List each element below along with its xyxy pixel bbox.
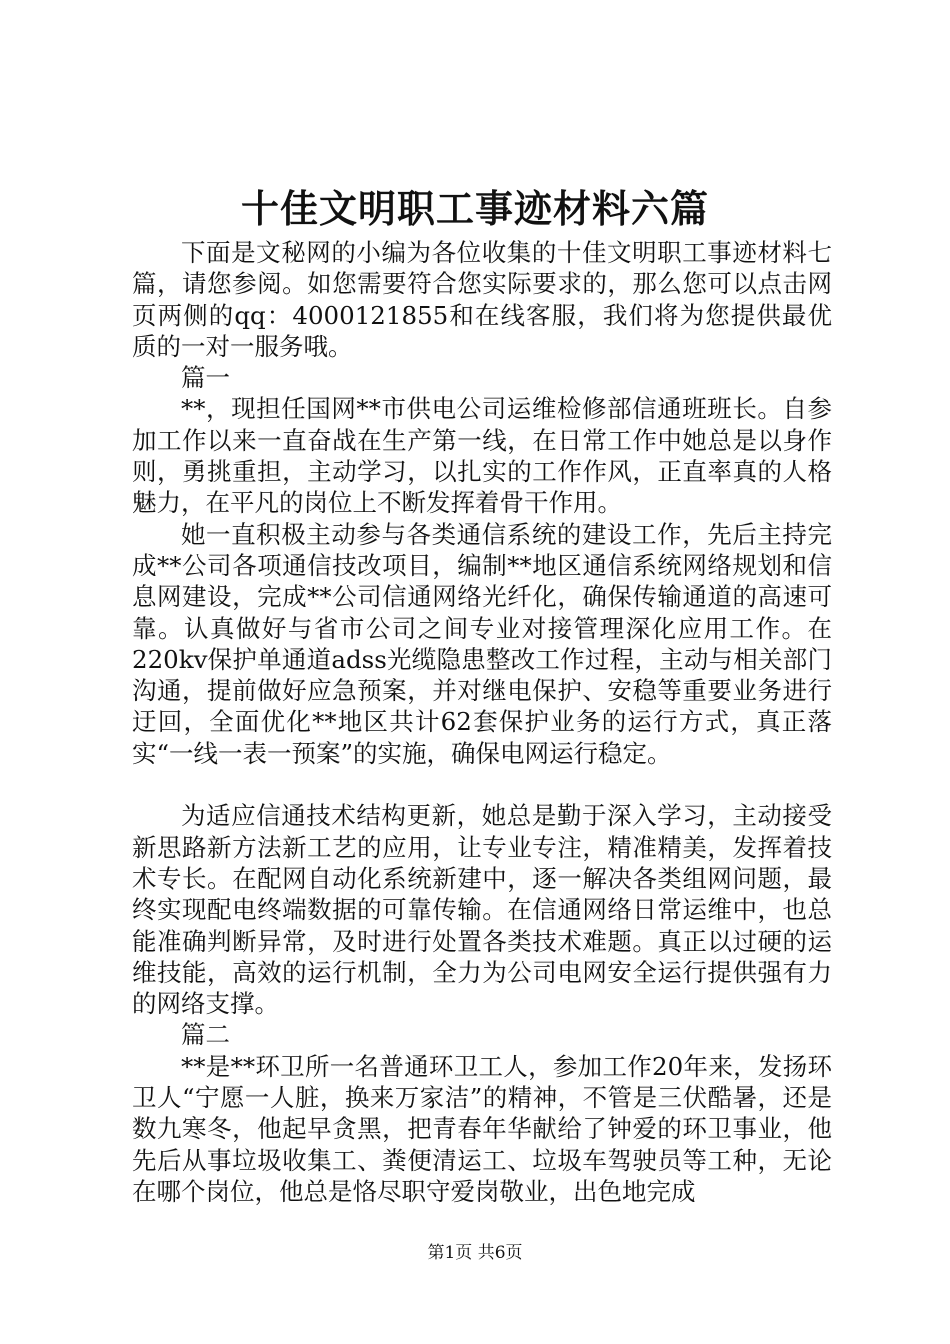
document-body <box>132 237 832 1207</box>
paragraph: **，现担任国网**市供电公司运维检修部信通班班长。自参加工作以来一直奋战在生产第一线，在日常工作中她总是以身作则，勇挑重担，主动学习，以扎实的工作作风，正直率真的人格魅力，在平凡的岗位上不断发挥着骨干作用。 <box>132 394 832 518</box>
section-heading-1: 篇一 <box>181 363 230 393</box>
paragraph: **是**环卫所一名普通环卫工人，参加工作20年来，发扬环卫人“宁愿一人脏，换来万家洁”的精神，不管是三伏酷暑，还是数九寒冬，他起早贪黑，把青春年华献给了钟爱的环卫事业，他先后从事垃圾收集工、粪便清运工、垃圾车驾驶员等工种，无论在哪个岗位，他总是恪尽职守爱岗敬业，出色地完成 <box>132 1051 832 1206</box>
page-number: 第1页 共6页 <box>427 1243 523 1263</box>
paragraph: 她一直积极主动参与各类通信系统的建设工作，先后主持完成**公司各项通信技改项目，编制**地区通信系统网络规划和信息网建设，完成**公司信通网络光纤化，确保传输通道的高速可靠。认真做好与省市公司之间专业对接管理深化应用工作。在220kv保护单通道adss光缆隐患整改工作过程，主动与相关部门沟通，提前做好应急预案，并对继电保护、安稳等重要业务进行迂回，全面优化**地区共计62套保护业务的运行方式，真正落实“一线一表一预案”的实施，确保电网运行稳定。 <box>132 519 832 768</box>
paragraph: 为适应信通技术结构更新，她总是勤于深入学习，主动接受新思路新方法新工艺的应用，让专业专注，精准精美，发挥着技术专长。在配网自动化系统新建中，逐一解决各类组网问题，最终实现配电终端数据的可靠传输。在信通网络日常运维中，也总能准确判断异常，及时进行处置各类技术难题。真正以过硬的运维技能，高效的运行机制，全力为公司电网安全运行提供强有力的网络支撑。 <box>132 801 832 1019</box>
section-heading-2: 篇二 <box>181 1020 230 1050</box>
page-title: 十佳文明职工事迹材料六篇 <box>240 186 709 231</box>
paragraph-intro: 下面是文秘网的小编为各位收集的十佳文明职工事迹材料七篇，请您参阅。如您需要符合您实际要求的，那么您可以点击网页两侧的qq：4000121855和在线客服，我们将为您提供最优质的一对一服务哦。 <box>132 238 832 361</box>
